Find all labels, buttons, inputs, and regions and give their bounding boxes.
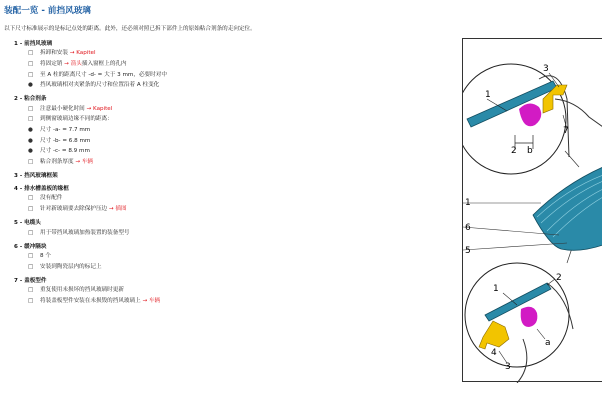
label-top-1: 1 [485,90,491,100]
reference-link[interactable]: Kapitel [76,50,96,57]
list-heading [14,172,454,180]
bullet-icon: ● [28,126,33,133]
item-text: 6 - 缓冲隔块 [14,243,47,250]
list-heading [14,243,454,251]
checkbox-icon: □ [28,50,34,57]
checkbox-icon: □ [28,297,34,304]
checkbox-icon: □ [28,253,34,260]
list-heading [14,95,454,103]
list-item [14,285,454,296]
item-text: 用于带挡风玻璃加热装置的装备型号 [40,229,130,236]
component-list [14,40,454,307]
item-text: 至 A 柱的距离尺寸 -d- = 大于 3 mm，必要时对中 [40,71,167,78]
arrow-right-icon: → [107,205,116,212]
item-text: 安装到陶瓷层内的标记上 [40,263,102,270]
label-bottom-a: a [545,338,551,348]
item-text: 5 - 电缆头 [14,220,41,227]
checkbox-icon: □ [28,105,34,112]
reference-link[interactable]: 车辆 [148,297,161,304]
item-text: 针对新玻璃要去除保护压边 [40,205,108,212]
item-text: 尺寸 -c- = 8.9 mm [40,148,90,155]
item-text: 尺寸 -a- = 7.7 mm [40,126,91,133]
arrow-right-icon: → [67,50,77,57]
list-item [14,296,454,307]
lower-detail-circle [465,263,569,367]
label-top-3: 3 [543,64,549,74]
checkbox-icon: □ [28,61,34,67]
list-item [14,104,454,115]
arrow-right-icon: → [84,105,94,112]
checkbox-icon: □ [28,158,34,165]
label-bottom-1: 1 [493,284,499,294]
checkbox-icon: □ [28,71,34,78]
label-bottom-4: 4 [491,348,497,358]
reference-link[interactable]: 车辆 [81,158,94,165]
label-side-1: 1 [465,198,471,208]
label-bottom-3: 3 [505,362,511,372]
list-item [14,262,454,273]
reference-link[interactable]: 插图 [115,205,127,212]
item-text: 到侧窗玻璃边缘不同的距离： [40,116,113,123]
list-item [14,251,454,262]
label-bottom-2: 2 [556,273,562,283]
item-text: 粘合剂条厚度 [40,158,74,165]
item-text: 挡风玻璃相对夹紧条的尺寸和位置沿着 A 柱变化 [40,82,160,89]
list-item [14,193,454,204]
bullet-icon: ● [28,148,33,155]
bullet-icon: ● [28,82,33,89]
bullet-icon: ● [28,137,33,144]
reference-link[interactable]: 箭头 [70,61,82,67]
list-item [14,228,454,239]
checkbox-icon: □ [28,195,34,202]
intro-text: 以下尺寸标准展示的是标记点处的距离。此外，还必须对照已拆下部件上的原始粘合剂条的走向定位。 [4,26,256,32]
list-heading [14,219,454,227]
windshield-body [533,167,602,250]
arrow-right-icon: → [140,297,149,304]
list-item [14,125,454,136]
item-text: 7 - 盖板型件 [14,277,47,284]
assembly-figure [462,38,602,382]
checkbox-icon: □ [28,263,34,270]
item-text: 2 - 粘合剂条 [14,96,47,103]
checkbox-icon: □ [28,116,34,123]
list-item [14,80,454,91]
list-item [14,114,454,125]
checkbox-icon: □ [28,229,34,236]
item-text: 将固定销 [40,61,63,67]
reference-link[interactable]: Kapitel [93,105,113,112]
checkbox-icon: □ [28,287,34,294]
label-side-6: 6 [465,223,471,233]
item-text: 3 - 挡风玻璃框架 [14,172,58,179]
list-heading [14,185,454,193]
item-text: 将装盖板型件安装在未损毁的挡风玻璃上 [40,297,141,304]
list-item [14,70,454,81]
windshield-diagram [463,39,602,383]
item-text: 8 个 [40,253,51,260]
list-heading [14,277,454,285]
item-text: 重复使用未损坏的挡风玻璃时更新 [40,287,124,294]
label-top-7: 7 [563,126,569,136]
adhesive-bead-bottom [521,307,538,327]
item-text-continued: 插入窗框上的孔内 [81,61,127,67]
item-text: 没有配件 [40,195,63,202]
item-text: 4 - 排水槽盖板的缘框 [14,185,69,192]
arrow-right-icon: → [73,158,82,165]
item-text: 1 - 前挡风玻璃 [14,41,53,47]
label-side-5: 5 [465,246,471,256]
list-item [14,59,454,70]
item-text: 尺寸 -b- = 6.8 mm [40,137,91,144]
item-text: 注意最小硬化时间 [40,105,85,112]
list-item [14,48,454,59]
item-text: 拆卸和安装 [40,50,68,57]
label-top-2: 2 [511,146,517,156]
list-item [14,146,454,157]
list-heading [14,40,454,48]
list-item [14,136,454,147]
list-item [14,204,454,215]
page-title: 装配一览 - 前挡风玻璃 [4,6,91,16]
arrow-right-icon: → [62,61,71,67]
checkbox-icon: □ [28,205,34,212]
label-top-b: b [527,146,533,156]
list-item [14,157,454,168]
